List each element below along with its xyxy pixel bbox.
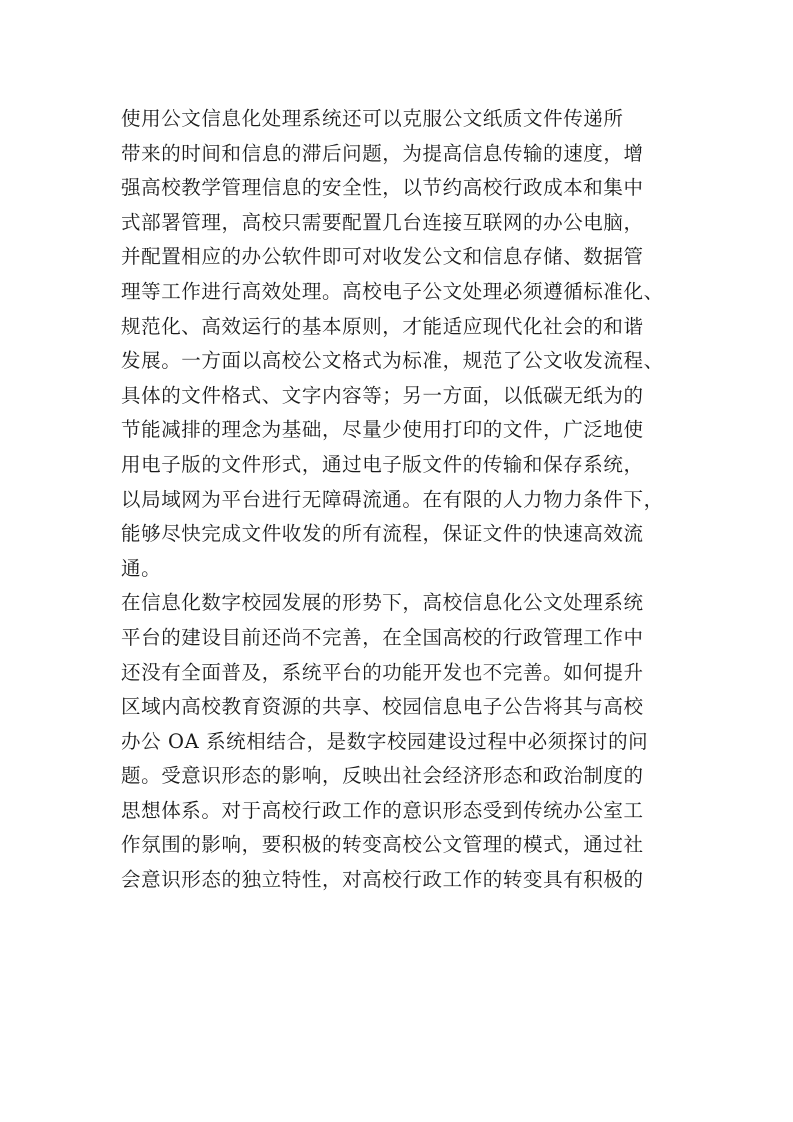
text-line: 带来的时间和信息的滞后问题，为提高信息传输的速度，增 <box>121 141 644 165</box>
text-line: 还没有全面普及，系统平台的功能开发也不完善。如何提升 <box>121 660 644 684</box>
text-line: 以局域网为平台进行无障碍流通。在有限的人力物力条件下， <box>121 487 664 511</box>
text-line: 理等工作进行高效处理。高校电子公文处理必须遵循标准化、 <box>121 279 664 303</box>
text-line: 并配置相应的办公软件即可对收发公文和信息存储、数据管 <box>121 245 644 269</box>
text-line: 规范化、高效运行的基本原则，才能适应现代化社会的和谐 <box>121 314 644 338</box>
text-line: 用电子版的文件形式，通过电子版文件的传输和保存系统， <box>121 452 644 476</box>
text-line: 会意识形态的独立特性，对高校行政工作的转变具有积极的 <box>121 868 644 892</box>
text-line: 通。 <box>121 556 162 580</box>
text-line: 强高校教学管理信息的安全性，以节约高校行政成本和集中 <box>121 176 644 200</box>
text-line: 使用公文信息化处理系统还可以克服公文纸质文件传递所 <box>121 107 624 130</box>
text-line: 能够尽快完成文件收发的所有流程，保证文件的快速高效流 <box>121 522 644 546</box>
text-line: 办公 OA 系统相结合，是数字校园建设过程中必须探讨的问 <box>121 729 649 753</box>
text-line: 式部署管理，高校只需要配置几台连接互联网的办公电脑， <box>121 210 644 234</box>
body-text <box>121 102 696 898</box>
text-line: 思想体系。对于高校行政工作的意识形态受到传统办公室工 <box>121 798 644 822</box>
text-line: 节能减排的理念为基础，尽量少使用打印的文件，广泛地使 <box>121 418 644 442</box>
text-line: 在信息化数字校园发展的形势下，高校信息化公文处理系统 <box>121 591 644 615</box>
text-line: 具体的文件格式、文字内容等；另一方面，以低碳无纸为的 <box>121 383 644 407</box>
text-line: 发展。一方面以高校公文格式为标准，规范了公文收发流程、 <box>121 349 664 373</box>
text-line: 区域内高校教育资源的共享、校园信息电子公告将其与高校 <box>121 695 644 719</box>
text-line: 作氛围的影响，要积极的转变高校公文管理的模式，通过社 <box>121 833 644 857</box>
text-line: 平台的建设目前还尚不完善，在全国高校的行政管理工作中 <box>121 625 644 649</box>
text-line: 题。受意识形态的影响，反映出社会经济形态和政治制度的 <box>121 764 644 788</box>
